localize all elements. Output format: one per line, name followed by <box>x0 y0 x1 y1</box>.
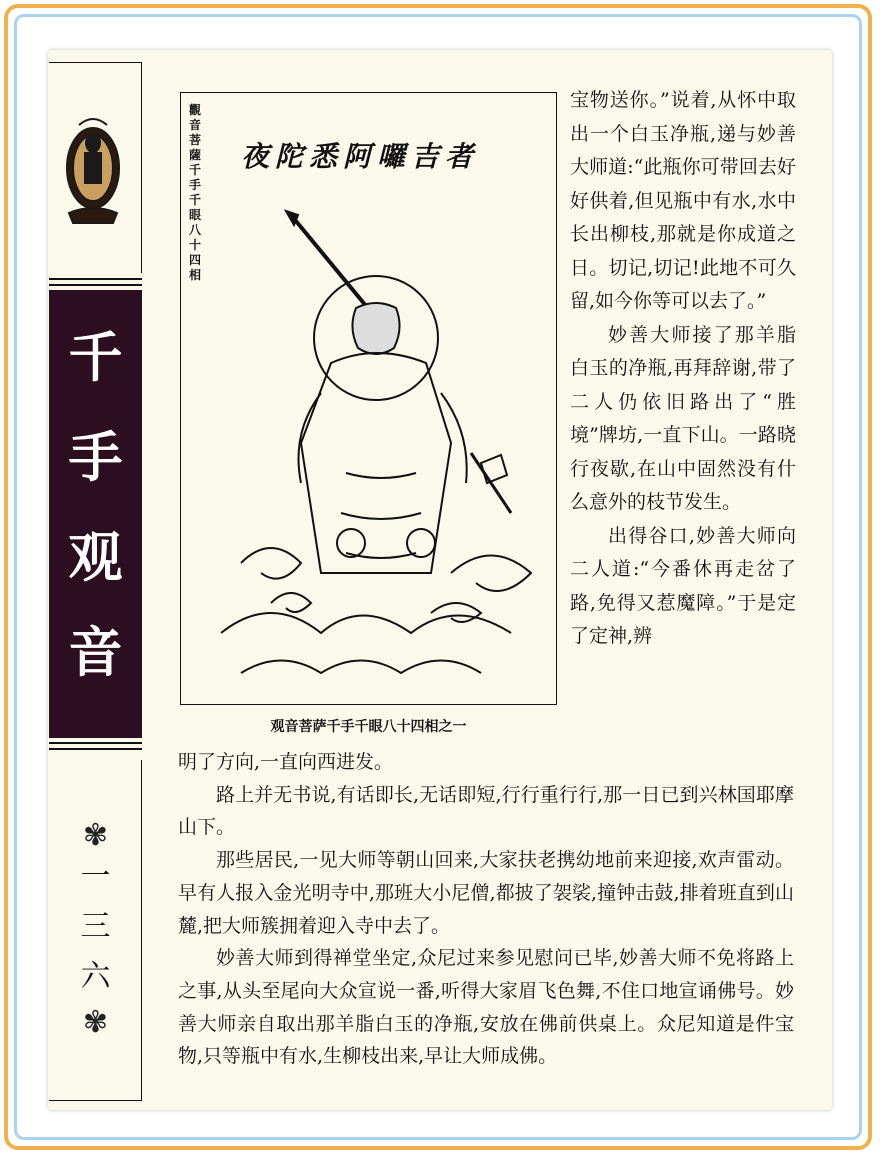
illustration-vertical-caption: 觀音菩薩千手千眼八十四相 <box>188 103 201 282</box>
book-title-char: 观 <box>68 525 123 589</box>
book-title-panel <box>49 290 142 738</box>
book-title-char: 音 <box>68 620 123 684</box>
rule <box>49 742 142 744</box>
page-number-char: 一 <box>80 859 111 894</box>
paragraph: 出得谷口,妙善大师向二人道:“今番休再走岔了路,免得又惹魔障。”于是定了定神,辨 <box>570 524 796 647</box>
paragraph: 宝物送你。”说着,从怀中取出一个白玉净瓶,递与妙善大师道:“此瓶你可带回去好好供着,但见瓶中有水,水中长出柳枝,那就是你成道之日。切记,切记!此地不可久留,如今你等可以去了。” <box>570 89 796 312</box>
book-title-char: 手 <box>68 425 123 489</box>
flower-ornament-icon: ✾ <box>82 818 109 853</box>
flower-ornament-icon: ✾ <box>82 1005 109 1040</box>
paragraph: 妙善大师到得禅堂坐定,众尼过来参见慰问已毕,妙善大师不免将路上之事,从头至尾向大众宣说一番,听得大家眉飞色舞,不住口地宣诵佛号。妙善大师亲自取出那羊脂白玉的净瓶,安放在佛前供桌上。众尼知道是件宝物,只等瓶中有水,生柳枝出来,早让大师成佛。 <box>178 947 794 1068</box>
illustration-caption: 观音菩萨千手千眼八十四相之一 <box>270 719 467 735</box>
right-text-column <box>570 84 796 654</box>
page-number-char: 三 <box>80 909 111 944</box>
paragraph: 妙善大师接了那羊脂白玉的净瓶,再拜辞谢,带了二人仍依旧路出了“胜境”牌坊,一直下山。一路晓行夜歇,在山中固然没有什么意外的枝节发生。 <box>570 323 796 513</box>
paragraph: 那些居民,一见大师等朝山回来,大家扶老携幼地前来迎接,欢声雷动。早有人报入金光明寺中,那班大小尼僧,都披了袈裟,撞钟击鼓,排着班直到山麓,把大师簇拥着迎入寺中去了。 <box>178 849 794 937</box>
rule <box>49 748 142 750</box>
illustration <box>180 92 557 705</box>
deity-figure-drawing <box>181 93 557 705</box>
guanyin-emblem-icon <box>49 63 141 273</box>
rule <box>49 284 142 286</box>
emblem-panel <box>49 62 142 273</box>
page-number-char: 六 <box>80 959 111 994</box>
paragraph: 明了方向,一直向西进发。 <box>178 751 394 773</box>
rule <box>49 278 142 280</box>
paragraph: 路上并无书说,有话即长,无话即短,行行重行行,那一日已到兴林国耶摩山下。 <box>178 783 794 839</box>
full-width-text <box>178 746 794 1073</box>
illustration-title: 夜陀悉阿囉吉者 <box>241 140 480 173</box>
book-title-char: 千 <box>68 325 123 389</box>
